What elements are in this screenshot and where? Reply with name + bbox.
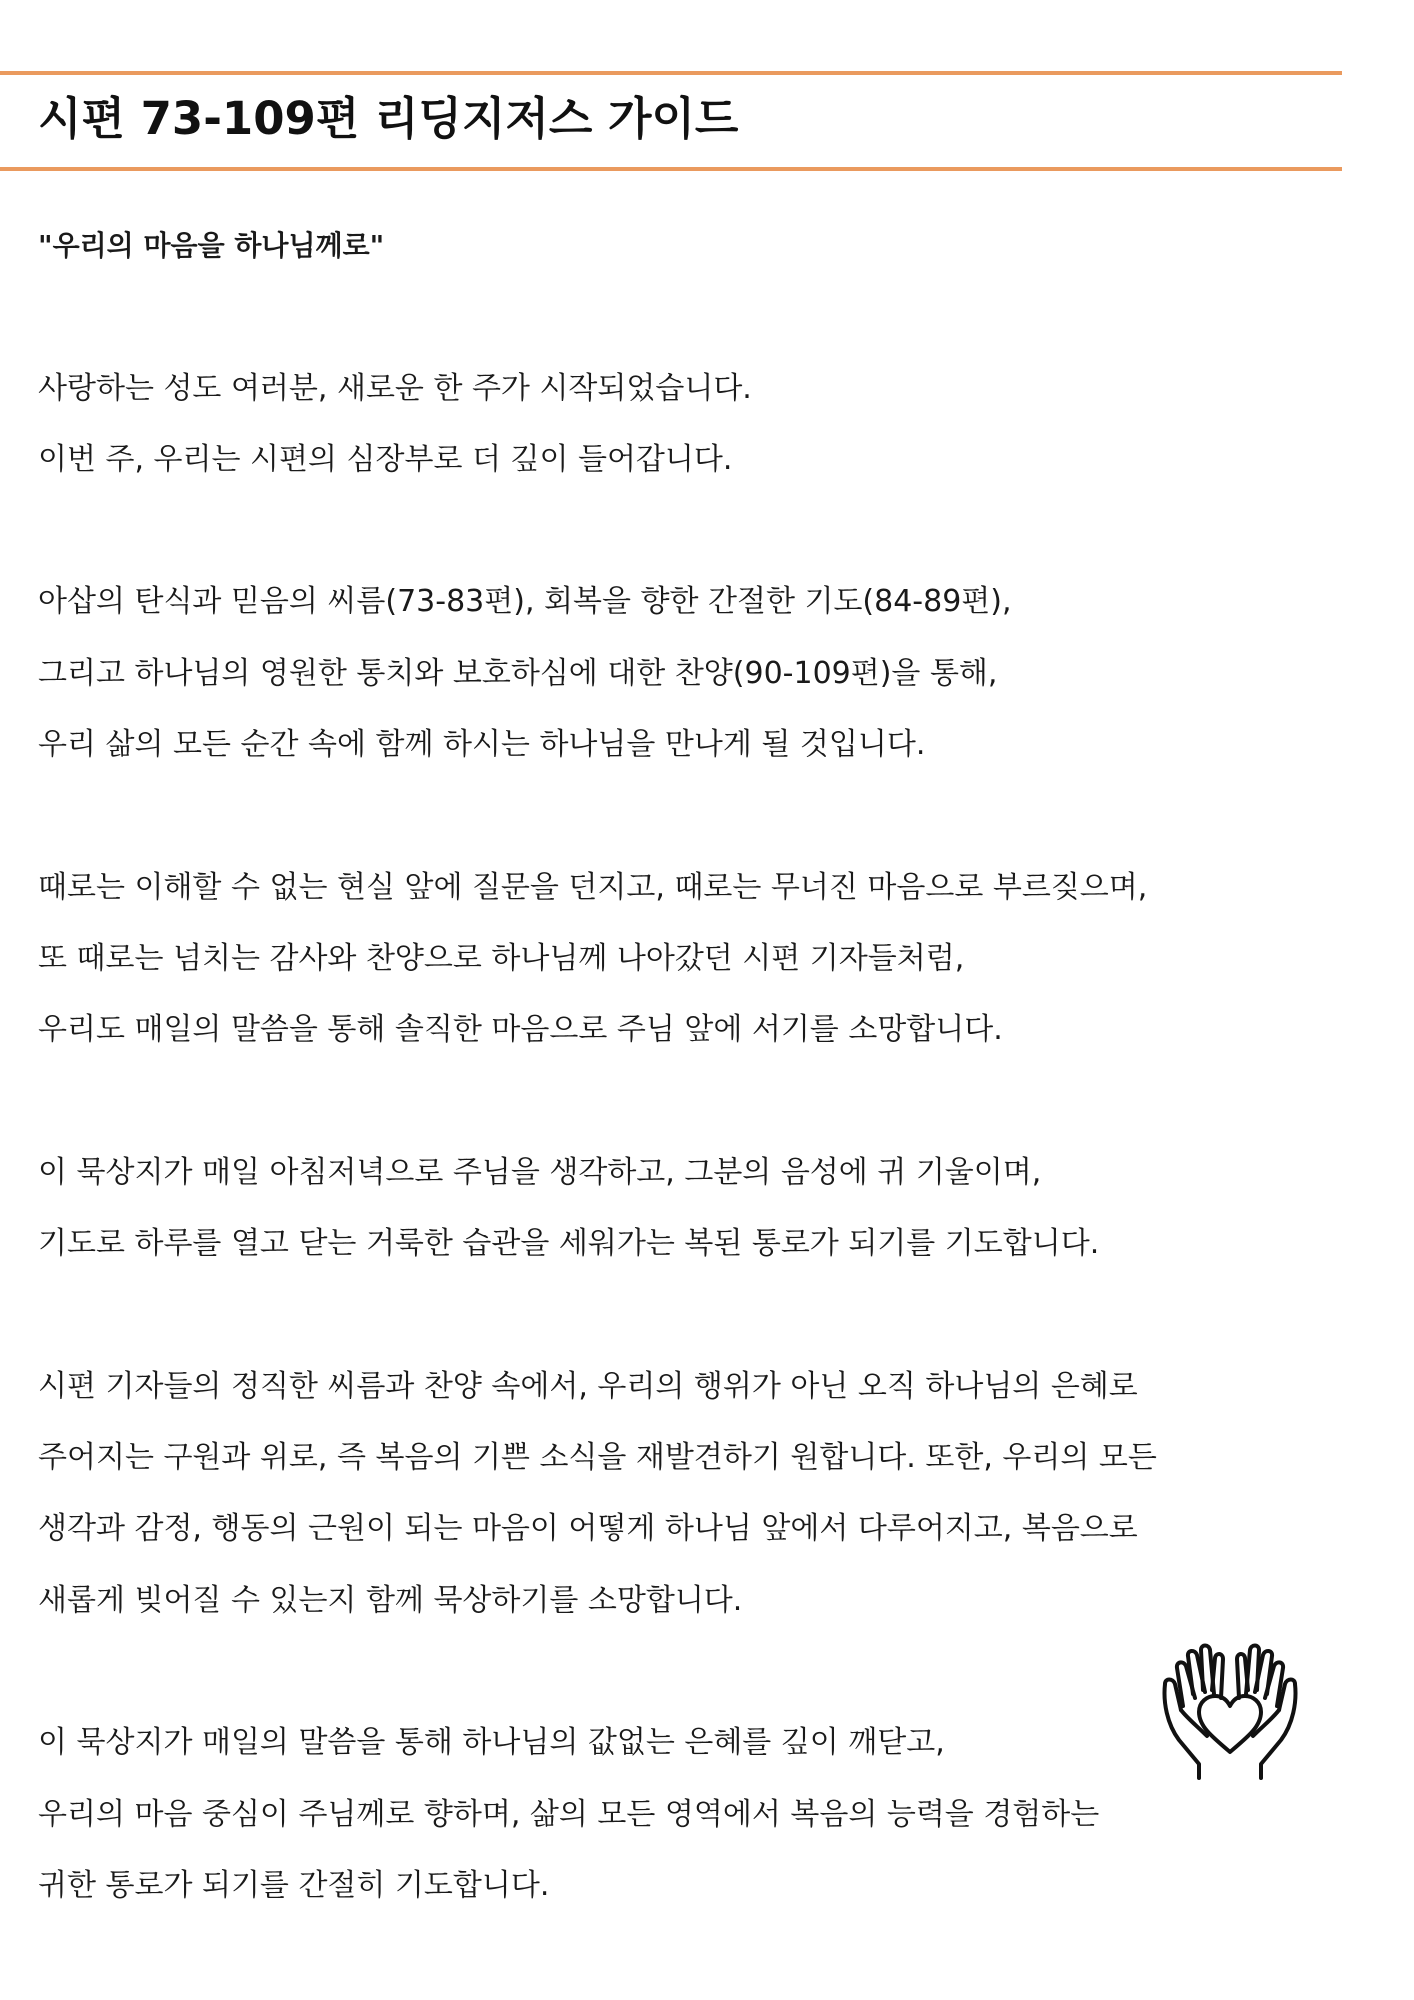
paragraph-6-line-3: 귀한 통로가 되기를 간절히 기도합니다. xyxy=(38,1868,550,1903)
header-top-rule xyxy=(0,71,1342,75)
document-subtitle: "우리의 마음을 하나님께로" xyxy=(38,229,385,262)
paragraph-4-line-1: 이 묵상지가 매일 아침저녁으로 주님을 생각하고, 그분의 음성에 귀 기울이며, xyxy=(38,1155,1042,1190)
paragraph-1-line-1: 사랑하는 성도 여러분, 새로운 한 주가 시작되었습니다. xyxy=(38,371,752,406)
paragraph-5-line-1: 시편 기자들의 정직한 씨름과 찬양 속에서, 우리의 행위가 아닌 오직 하나님의 은혜로 xyxy=(38,1369,1138,1404)
header-bottom-rule xyxy=(0,167,1342,171)
paragraph-2-line-1: 아삽의 탄식과 믿음의 씨름(73-83편), 회복을 향한 간절한 기도(84-89편), xyxy=(38,584,1012,619)
paragraph-1-line-2: 이번 주, 우리는 시편의 심장부로 더 깊이 들어갑니다. xyxy=(38,442,733,477)
paragraph-4-line-2: 기도로 하루를 열고 닫는 거룩한 습관을 세워가는 복된 통로가 되기를 기도합니다. xyxy=(38,1226,1100,1261)
hands-holding-heart-icon xyxy=(1155,1640,1305,1780)
paragraph-5-line-2: 주어지는 구원과 위로, 즉 복음의 기쁜 소식을 재발견하기 원합니다. 또한, 우리의 모든 xyxy=(38,1440,1157,1475)
paragraph-5-line-4: 새롭게 빚어질 수 있는지 함께 묵상하기를 소망합니다. xyxy=(38,1583,743,1618)
paragraph-3-line-3: 우리도 매일의 말씀을 통해 솔직한 마음으로 주님 앞에 서기를 소망합니다. xyxy=(38,1012,1003,1047)
paragraph-2-line-2: 그리고 하나님의 영원한 통치와 보호하심에 대한 찬양(90-109편)을 통해, xyxy=(38,656,998,691)
paragraph-6-line-1: 이 묵상지가 매일의 말씀을 통해 하나님의 값없는 은혜를 깊이 깨닫고, xyxy=(38,1725,945,1760)
page-title: 시편 73-109편 리딩지저스 가이드 xyxy=(38,92,739,145)
paragraph-2-line-3: 우리 삶의 모든 순간 속에 함께 하시는 하나님을 만나게 될 것입니다. xyxy=(38,727,926,762)
paragraph-6-line-2: 우리의 마음 중심이 주님께로 향하며, 삶의 모든 영역에서 복음의 능력을 경험하는 xyxy=(38,1797,1100,1832)
paragraph-3-line-1: 때로는 이해할 수 없는 현실 앞에 질문을 던지고, 때로는 무너진 마음으로 부르짖으며, xyxy=(38,870,1148,905)
paragraph-5-line-3: 생각과 감정, 행동의 근원이 되는 마음이 어떻게 하나님 앞에서 다루어지고, 복음으로 xyxy=(38,1511,1138,1546)
paragraph-3-line-2: 또 때로는 넘치는 감사와 찬양으로 하나님께 나아갔던 시편 기자들처럼, xyxy=(38,941,965,976)
